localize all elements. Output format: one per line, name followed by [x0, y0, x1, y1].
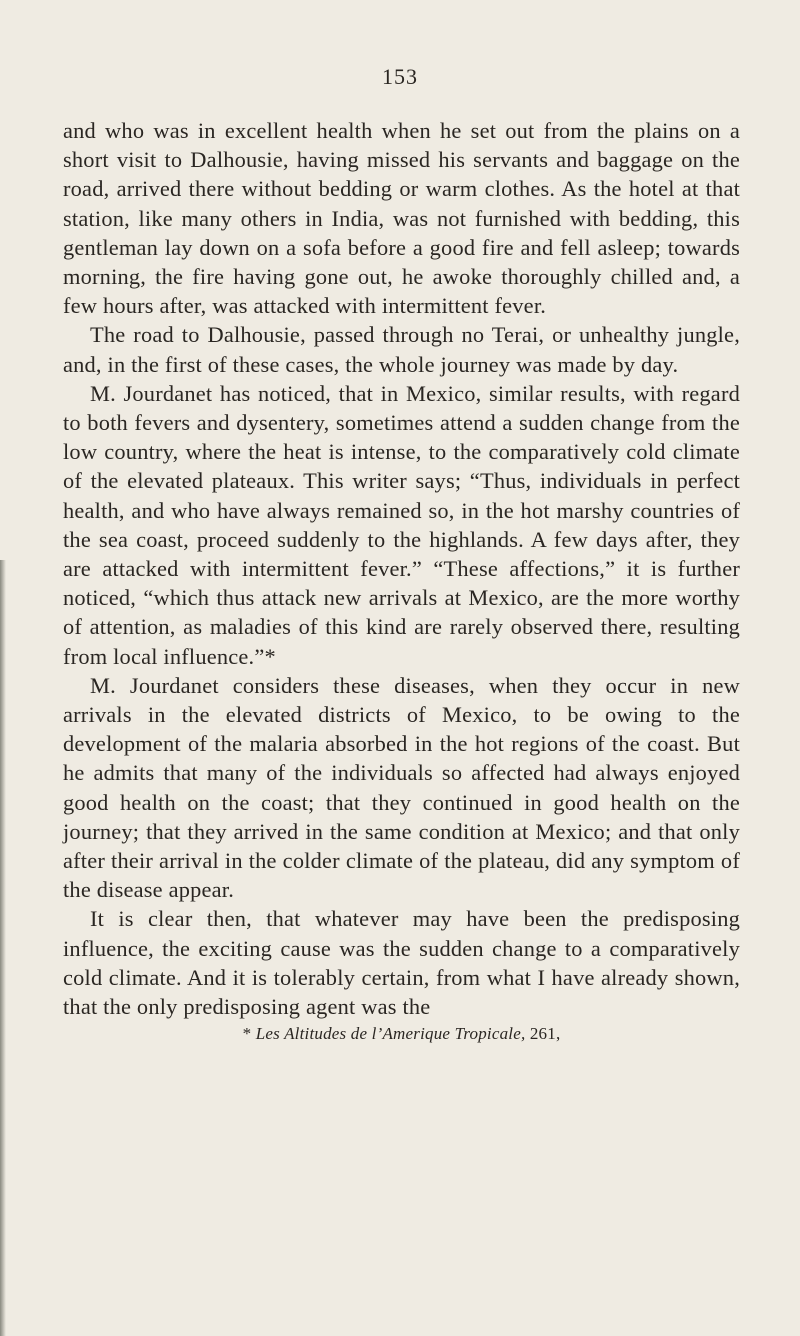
paragraph-5: It is clear then, that whatever may have been the predisposing influence, the exciting cause was the sudden change to a comparatively cold climate. And it is tolerably certain, from what I have already shown, that the only predisposing agent was the — [63, 906, 740, 1020]
paragraph-1: and who was in excellent health when he set out from the plains on a short visit to Dalhousie, having missed his servants and baggage on the road, arrived there without bedding or warm clothes. As the hotel at that station, like many others in India, was not furnished with bedding, this gentleman lay down on a sofa before a good fire and fell asleep; towards morning, the fire having gone out, he awoke thoroughly chilled and, a few hours after, was attacked with intermittent fever. — [63, 118, 740, 319]
paragraph-4: M. Jourdanet considers these diseases, when they occur in new arrivals in the elevated districts of Mexico, to be owing to the development of the malaria absorbed in the hot regions of the coast. But he admits that many of the individuals so affected had always enjoyed good health on the coast; that they continued in good health on the journey; that they arrived in the same condition at Mexico; and that only after their arrival in the colder climate of the plateau, did any symptom of the disease appear. — [63, 672, 740, 903]
page-number: 153 — [382, 64, 418, 89]
paragraph-3: M. Jourdanet has noticed, that in Mexico, similar results, with regard to both fevers and dysentery, sometimes attend a sudden change from the low country, where the heat is intense, to the comparatively cold climate of the elevated plateaux. This writer says; “Thus, individuals in perfect health, and who have always remained so, in the hot marshy countries of the sea coast, proceed suddenly to the highlands. A few days after, they are attacked with intermittent fever.” “These affections,” it is further noticed, “which thus attack new arrivals at Mexico, are the more worthy of attention, as maladies of this kind are rarely observed there, resulting from local influence.”* — [63, 380, 740, 669]
footnote — [63, 1023, 740, 1045]
paragraph-2: The road to Dalhousie, passed through no Terai, or unhealthy jungle, and, in the first of these cases, the whole journey was made by day. — [63, 322, 740, 377]
footnote-title: Les Altitudes de l’Amerique Tropicale, — [255, 1024, 526, 1044]
page-binding-edge — [0, 560, 6, 1336]
footnote-page: 261, — [529, 1024, 561, 1044]
footnote-marker: * — [242, 1024, 252, 1044]
body-text — [63, 116, 740, 1045]
